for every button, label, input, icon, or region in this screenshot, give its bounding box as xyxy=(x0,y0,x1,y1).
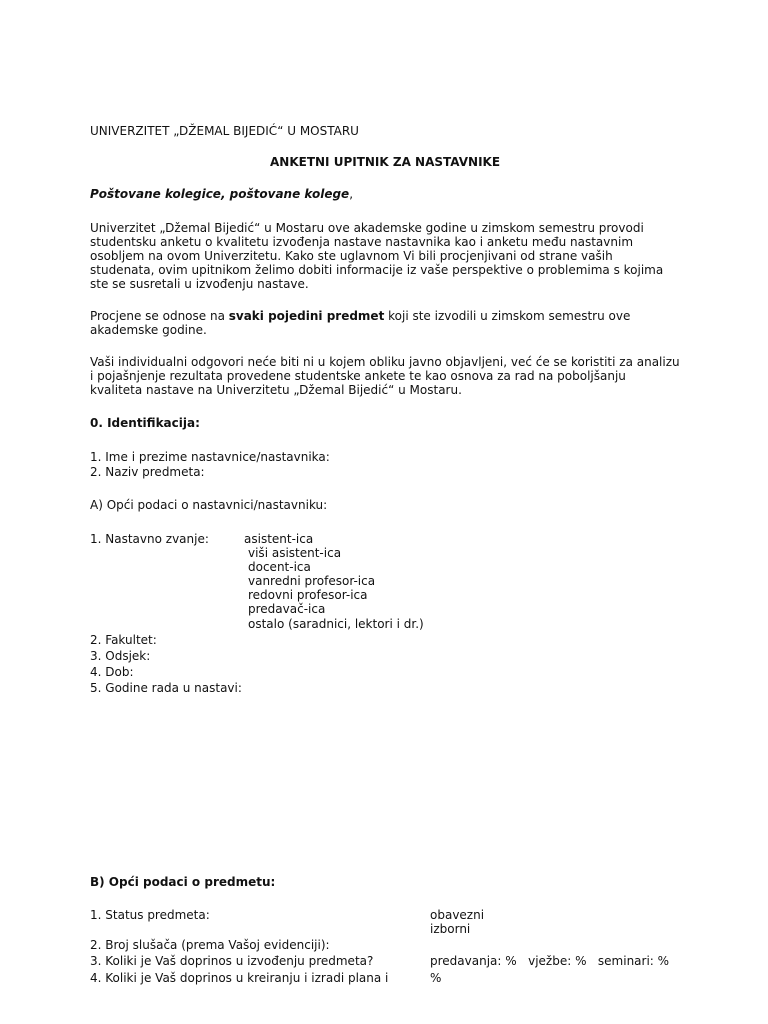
section-b-item-3: 3. Koliki je Vaš doprinos u izvođenju predmeta? xyxy=(90,954,374,968)
section-0-item-2: 2. Naziv predmeta: xyxy=(90,465,205,479)
section-b-item-3-answer: predavanja: % vježbe: % seminari: % xyxy=(430,954,670,968)
intro-p2-bold: svaki pojedini predmet xyxy=(228,309,385,323)
greeting-comma: , xyxy=(349,187,354,201)
zvanje-label: 1. Nastavno zvanje: xyxy=(90,532,209,546)
section-a-item-odsjek: 3. Odsjek: xyxy=(90,649,151,663)
zvanje-option-1: asistent-ica xyxy=(244,532,314,546)
greeting-text: Poštovane kolegice, poštovane kolege xyxy=(90,187,350,201)
section-b-item-4-answer: % xyxy=(430,971,442,985)
status-label: 1. Status predmeta: xyxy=(90,908,210,922)
status-option-izborni: izborni xyxy=(430,922,471,936)
section-b-heading: B) Opći podaci o predmetu: xyxy=(90,875,276,889)
intro-paragraph-3 xyxy=(90,355,680,397)
intro-p2-post: koji ste izvodili u zimskom semestru ove akademske godine. xyxy=(90,309,631,337)
section-0-item-1: 1. Ime i prezime nastavnice/nastavnika: xyxy=(90,450,330,464)
zvanje-option-2: viši asistent-ica xyxy=(248,546,342,560)
zvanje-option-5: redovni profesor-ica xyxy=(248,588,368,602)
status-option-obavezni: obavezni xyxy=(430,908,485,922)
university-name: UNIVERZITET „DŽEMAL BIJEDIĆ“ U MOSTARU xyxy=(90,124,359,138)
intro-paragraph-2 xyxy=(90,309,680,337)
zvanje-option-7: ostalo (saradnici, lektori i dr.) xyxy=(248,617,424,631)
intro-paragraph-3-text: Vaši individualni odgovori neće biti ni u kojem obliku javno objavljeni, već će se koristiti za analizu i pojašnjenje rezultata provedene studentske ankete te kao osnova za rad na poboljšanju kvaliteta nastave na Univerzitetu „Džemal Bijedić“ u Mostaru. xyxy=(90,355,680,397)
intro-paragraph-1-text: Univerzitet „Džemal Bijedić“ u Mostaru ove akademske godine u zimskom semestru provodi studentsku anketu o kvalitetu izvođenja nastave nastavnika kao i anketu među nastavnim osobljem na ovom Univerzitetu. Kako ste uglavnom Vi bili procjenjivani od strane vaših studenata, ovim upitnikom želimo dobiti informacije iz vaše perspektive o problemima s kojima ste se susretali u izvođenju nastave. xyxy=(90,221,664,291)
section-b-item-2: 2. Broj slušača (prema Vašoj evidenciji): xyxy=(90,938,330,952)
section-a-item-godine: 5. Godine rada u nastavi: xyxy=(90,681,242,695)
intro-p2-pre: Procjene se odnose na xyxy=(90,309,229,323)
section-a-item-dob: 4. Dob: xyxy=(90,665,134,679)
section-a-heading: A) Opći podaci o nastavnici/nastavniku: xyxy=(90,498,328,512)
section-a-item-fakultet: 2. Fakultet: xyxy=(90,633,157,647)
greeting xyxy=(90,187,353,201)
zvanje-option-4: vanredni profesor-ica xyxy=(248,574,376,588)
section-0-heading: 0. Identifikacija: xyxy=(90,416,200,430)
zvanje-option-3: docent-ica xyxy=(248,560,311,574)
zvanje-option-6: predavač-ica xyxy=(248,602,326,616)
document-title: ANKETNI UPITNIK ZA NASTAVNIKE xyxy=(270,155,501,169)
section-b-item-4: 4. Koliki je Vaš doprinos u kreiranju i izradi plana i xyxy=(90,971,389,985)
intro-paragraph-1 xyxy=(90,221,680,291)
